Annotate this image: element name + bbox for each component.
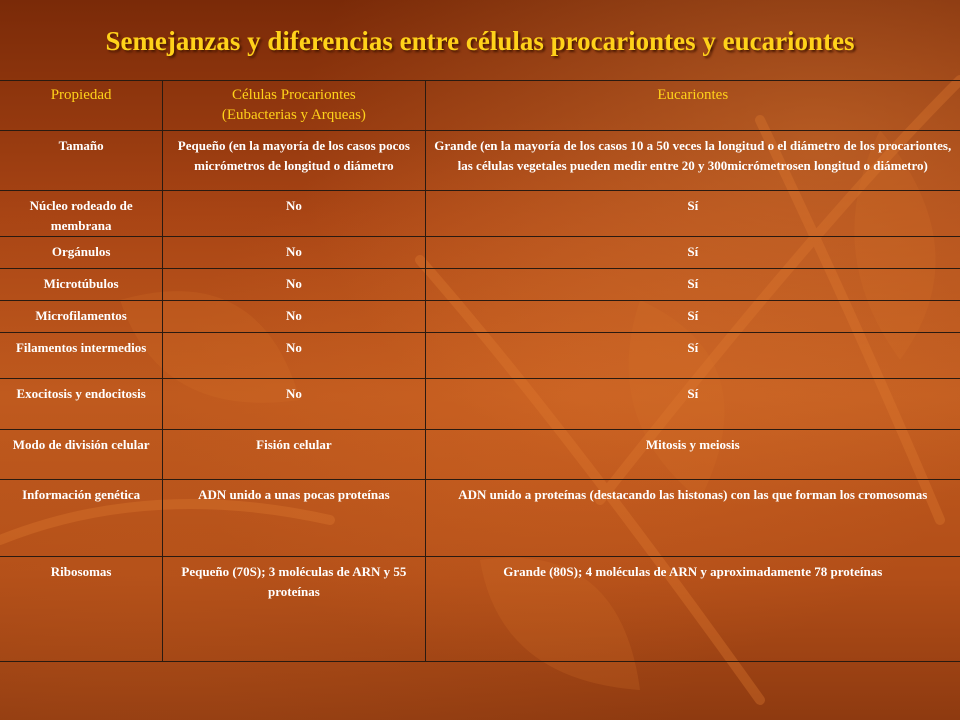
cell-property: Microfilamentos xyxy=(0,301,163,333)
table-row xyxy=(0,430,960,480)
cell-prokaryote: No xyxy=(163,237,425,269)
cell-eukaryote: Grande (en la mayoría de los casos 10 a 50 veces la longitud o el diámetro de los procariontes, las células vegetales pueden medir entre 20 y 300micrómetrosen longitud o diámetro) xyxy=(425,131,960,191)
table-row xyxy=(0,301,960,333)
cell-eukaryote: Sí xyxy=(425,301,960,333)
cell-property: Información genética xyxy=(0,480,163,557)
table-row xyxy=(0,191,960,237)
cell-eukaryote: Sí xyxy=(425,379,960,430)
slide-title: Semejanzas y diferencias entre células procariontes y eucariontes xyxy=(105,26,855,56)
cell-prokaryote: No xyxy=(163,379,425,430)
cell-eukaryote: Sí xyxy=(425,269,960,301)
cell-prokaryote: No xyxy=(163,333,425,379)
table-row xyxy=(0,237,960,269)
cell-property: Exocitosis y endocitosis xyxy=(0,379,163,430)
cell-prokaryote: No xyxy=(163,269,425,301)
header-procariontes-line2: (Eubacterias y Arqueas) xyxy=(221,107,366,123)
table-header-row xyxy=(0,81,960,131)
header-propiedad: Propiedad xyxy=(0,81,163,131)
table-row xyxy=(0,333,960,379)
cell-property: Ribosomas xyxy=(0,557,163,662)
cell-prokaryote: No xyxy=(163,191,425,237)
cell-property: Filamentos intermedios xyxy=(0,333,163,379)
cell-prokaryote: ADN unido a unas pocas proteínas xyxy=(163,480,425,557)
table-row xyxy=(0,379,960,430)
cell-prokaryote: No xyxy=(163,301,425,333)
cell-eukaryote: Grande (80S); 4 moléculas de ARN y aproximadamente 78 proteínas xyxy=(425,557,960,662)
header-eucariontes: Eucariontes xyxy=(425,81,960,131)
cell-property: Núcleo rodeado de membrana xyxy=(0,191,163,237)
header-procariontes xyxy=(163,81,425,131)
cell-eukaryote: Sí xyxy=(425,191,960,237)
cell-eukaryote: ADN unido a proteínas (destacando las histonas) con las que forman los cromosomas xyxy=(425,480,960,557)
table-row xyxy=(0,480,960,557)
cell-eukaryote: Sí xyxy=(425,237,960,269)
cell-prokaryote: Pequeño (70S); 3 moléculas de ARN y 55 proteínas xyxy=(163,557,425,662)
cell-prokaryote: Pequeño (en la mayoría de los casos pocos micrómetros de longitud o diámetro xyxy=(163,131,425,191)
comparison-table xyxy=(0,80,960,662)
header-procariontes-line1: Células Procariontes xyxy=(232,87,356,103)
cell-eukaryote: Mitosis y meiosis xyxy=(425,430,960,480)
table-row xyxy=(0,557,960,662)
cell-property: Tamaño xyxy=(0,131,163,191)
cell-property: Modo de división celular xyxy=(0,430,163,480)
cell-eukaryote: Sí xyxy=(425,333,960,379)
cell-property: Microtúbulos xyxy=(0,269,163,301)
cell-prokaryote: Fisión celular xyxy=(163,430,425,480)
cell-property: Orgánulos xyxy=(0,237,163,269)
table-row xyxy=(0,131,960,191)
table-row xyxy=(0,269,960,301)
